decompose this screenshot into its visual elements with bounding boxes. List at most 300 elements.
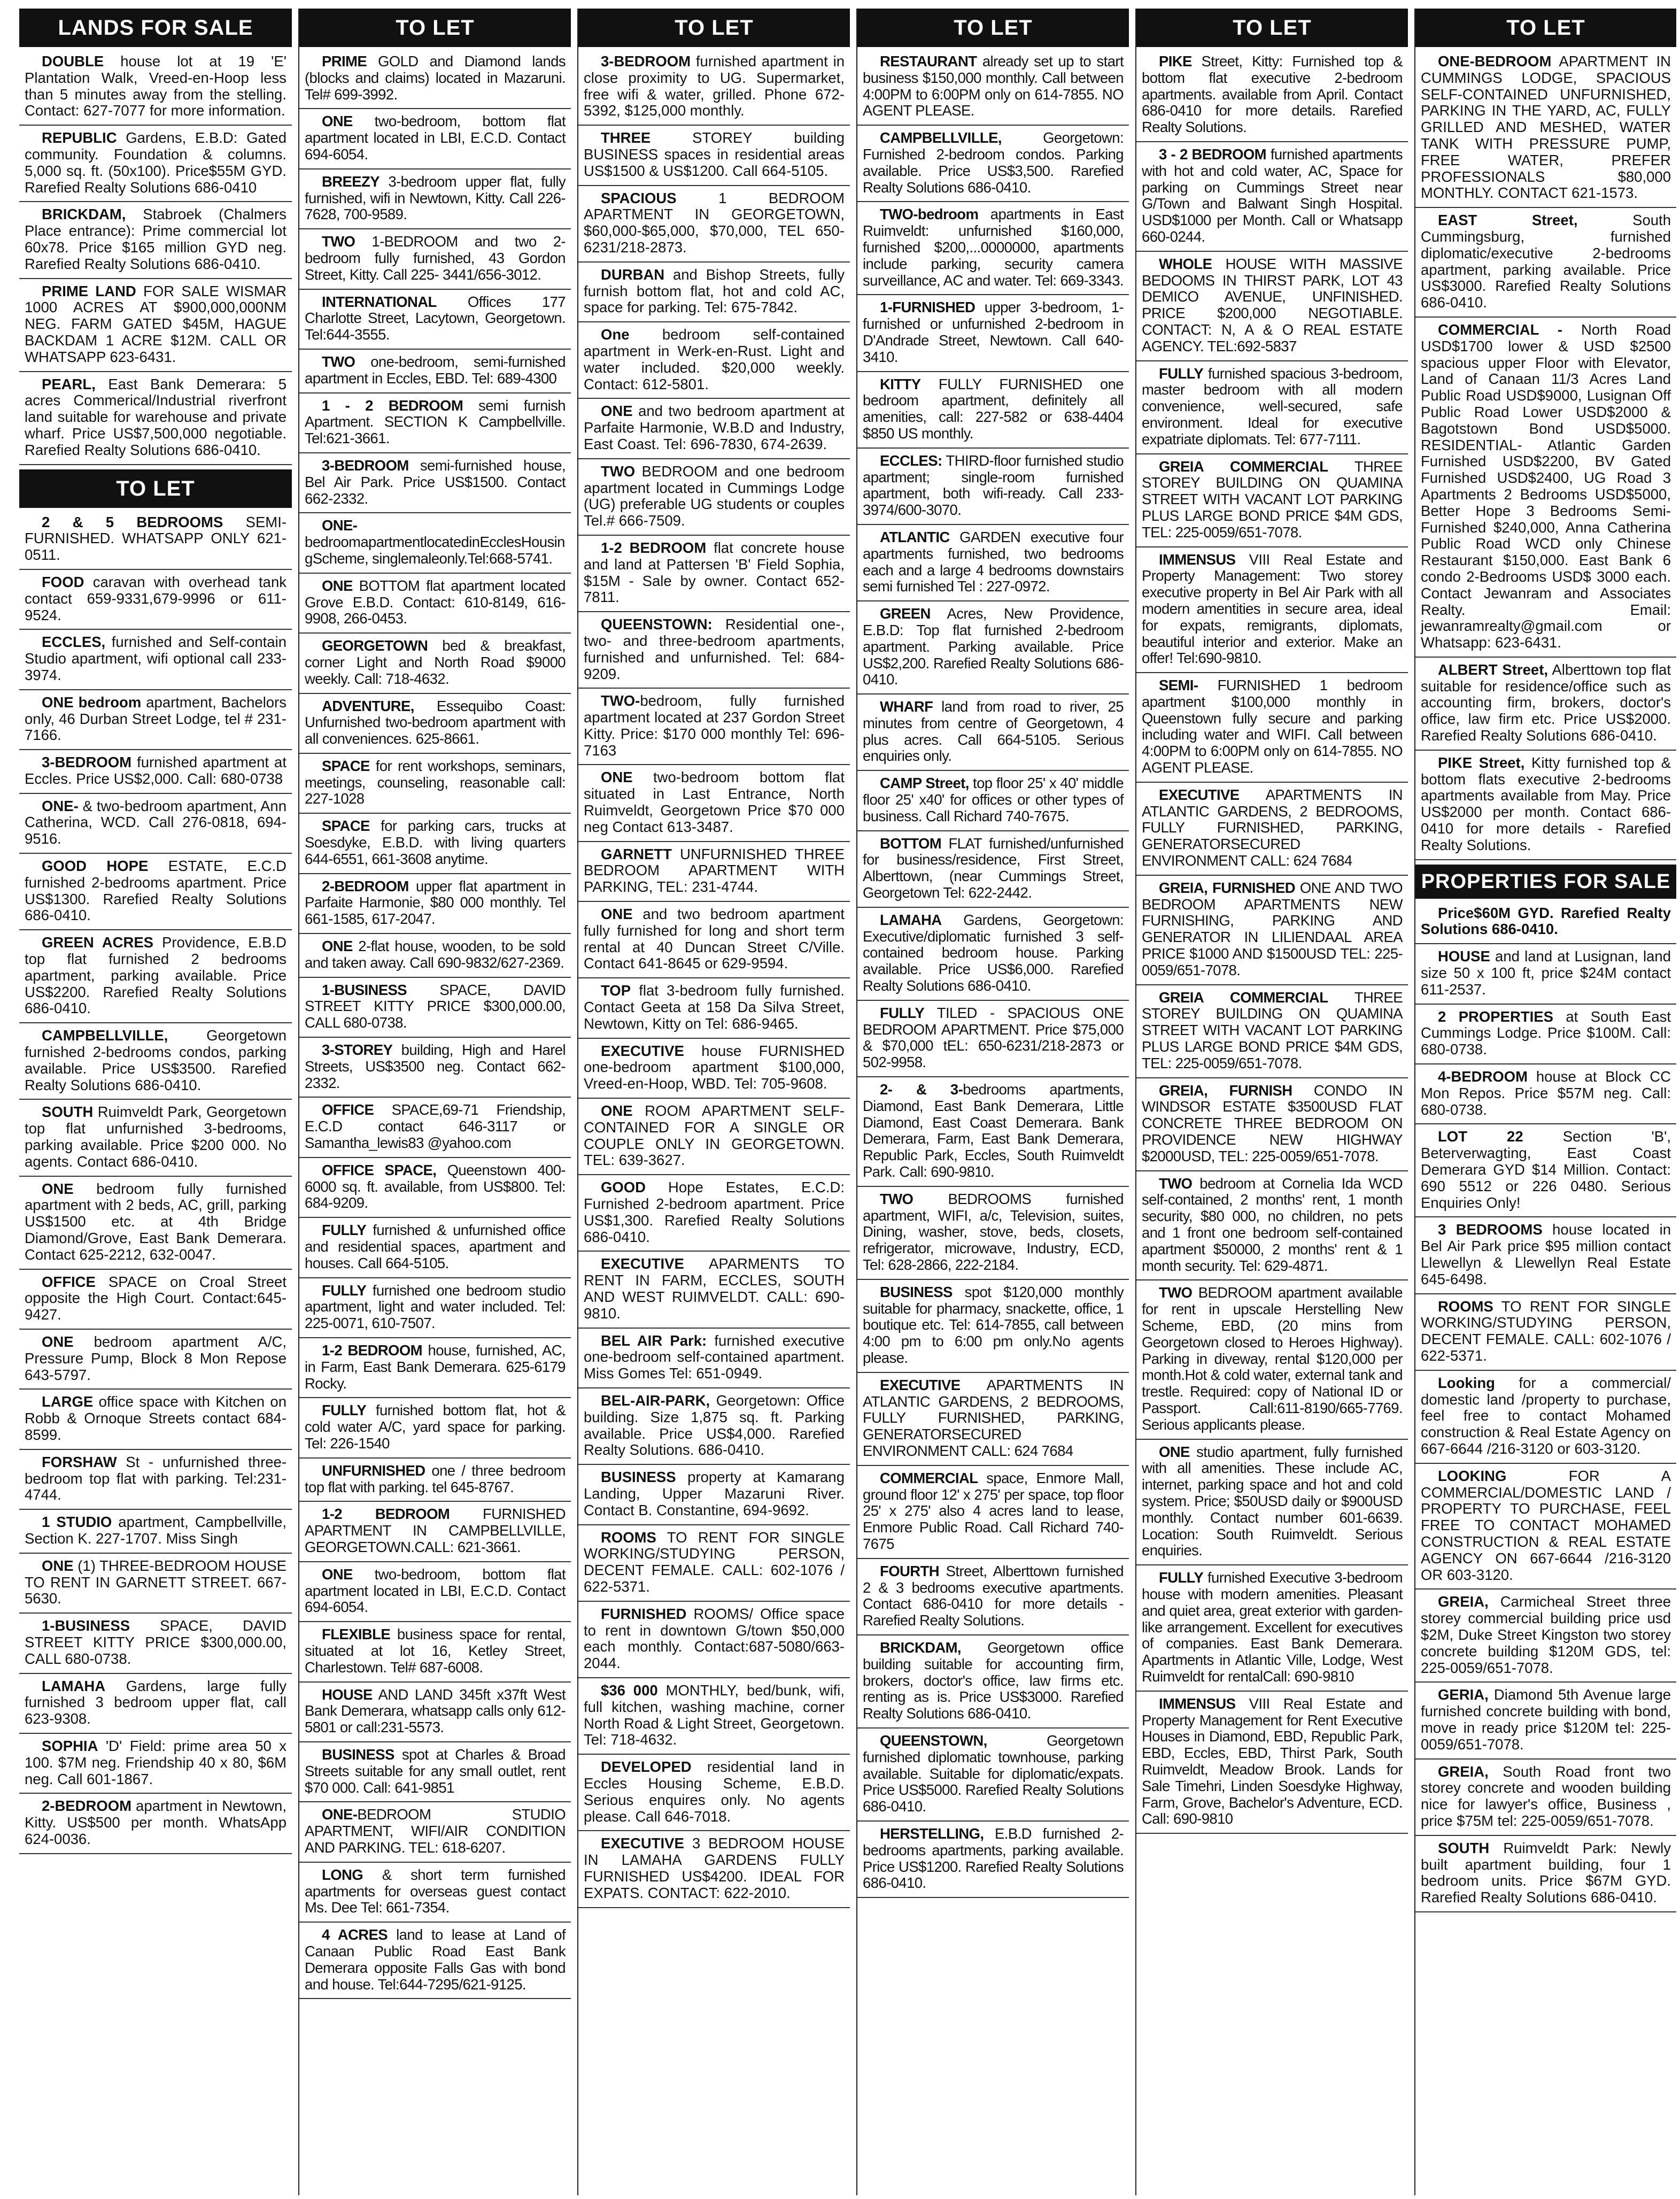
ad-body-text: one-bedroom, semi-furnished apartment in Eccles, EBD. Tel: 689-4300 <box>305 353 566 387</box>
ad-lead-word: LOOKING <box>1438 1467 1507 1484</box>
ad-lead-word: TWO <box>322 233 355 250</box>
ad-lead-word: ONE <box>601 1102 633 1120</box>
classified-ad <box>19 376 292 465</box>
ad-lead-word: PRIME LAND <box>42 282 136 299</box>
ad-lead-word: OFFICE <box>42 1273 96 1290</box>
ad-lead-word: GREEN ACRES <box>42 934 154 951</box>
ad-body-text: ESTATE, E.C.D furnished 2-bedrooms apartment. Price US$1300. Rarefied Realty Solutions 686-0410. <box>25 858 287 924</box>
ad-body-text: SPACE, DAVID STREET KITTY PRICE $300,000.00, CALL 680-0738. <box>305 981 566 1031</box>
classified-ad <box>578 464 850 536</box>
classified-ad <box>299 294 571 350</box>
classified-ad <box>19 1618 292 1673</box>
classified-ad <box>299 113 571 169</box>
ad-body-text: land from road to river, 25 minutes from centre of Georgetown, 4 plus acres. Call 664-5105. Serious enquiries only. <box>863 698 1124 765</box>
ad-lead-word: EXECUTIVE <box>1159 786 1240 803</box>
ad-body-text: bedroom at Cornelia Ida WCD self-contained, 2 months' rent, 1 month security, $80 000, no children, no pets and 1 front one bedroom self-contained apartment $50000, 2 months' rent & 1 month security. Tel: 629-4871. <box>1142 1175 1403 1274</box>
classified-ad <box>857 1284 1129 1373</box>
ad-body-text: house at Block CC Mon Repos. Price $57M neg. Call: 680-0738. <box>1421 1068 1671 1118</box>
classified-ad <box>1415 1129 1676 1217</box>
ad-lead-word: BREEZY <box>322 173 380 190</box>
classified-ad <box>19 858 292 930</box>
ad-lead-word: COMMERCIAL <box>880 1469 978 1486</box>
ad-body-text: FULLY FURNISHED one bedroom apartment, definitely all amenities, call: 227-582 or 638-4404 $850 US monthly. <box>863 375 1124 442</box>
section-heading-to-let: TO LET <box>1415 9 1676 47</box>
classified-ad <box>1415 212 1676 318</box>
ad-lead-word: 1-BUSINESS <box>322 981 407 998</box>
classified-ad <box>1415 755 1676 860</box>
ad-lead-word: BOTTOM <box>880 835 942 852</box>
ad-lead-word: CAMPBELLVILLE, <box>880 129 1002 146</box>
classified-ad <box>19 935 292 1023</box>
ad-lead-word: 2-BEDROOM <box>42 1797 132 1815</box>
classified-ad <box>857 1082 1129 1187</box>
ad-body-text: bedroom apartment A/C, Pressure Pump, Block 8 Mon Repose 643-5797. <box>25 1333 287 1383</box>
ad-lead-word: GREIA, <box>1438 1763 1489 1780</box>
ad-lead-word: GEORGETOWN <box>322 637 428 654</box>
ad-lead-word: ECCLES: <box>880 452 942 469</box>
classified-ad <box>299 578 571 634</box>
classified-ad <box>299 1506 571 1562</box>
ad-lead-word: One <box>601 326 630 343</box>
column-2 <box>298 9 571 2195</box>
classified-ad <box>19 1678 292 1734</box>
ad-lead-word: ONE <box>601 403 633 420</box>
ad-body-text: Carmicheal Street three storey commercial building price usd $2M, Duke Street Kingston two storey concrete building $120M GDS, tel: 225-0059/651-7078. <box>1421 1593 1671 1676</box>
ad-lead-word: DOUBLE <box>42 53 104 70</box>
ad-body-text: TILED - SPACIOUS ONE BEDROOM APARTMENT. Price $75,000 & $70,000 tEL: 650-6231/218-2873 or 502-9958. <box>863 1004 1124 1071</box>
classified-ad <box>1415 322 1676 658</box>
ad-body-text: FOR A COMMERCIAL/DOMESTIC LAND / PROPERTY TO PURCHASE, FEEL FREE TO CONTACT MOHAMED CONSTRUCTION & REAL ESTATE AGENCY ON 667-6644 /216-3120 OR 603-3120. <box>1421 1467 1671 1583</box>
classified-ad <box>19 1738 292 1794</box>
ad-body-text: (1) THREE-BEDROOM HOUSE TO RENT IN GARNETT STREET. 667-5630. <box>25 1557 287 1607</box>
ad-lead-word: EAST Street, <box>1438 212 1578 229</box>
classified-ad <box>578 1835 850 1908</box>
column-3 <box>577 9 850 2195</box>
classified-ad <box>578 906 850 978</box>
ad-lead-word: REPUBLIC <box>42 129 117 146</box>
ad-lead-word: GOOD <box>601 1179 646 1196</box>
ad-lead-word: BRICKDAM, <box>42 206 126 223</box>
ad-lead-word: QUEENSTOWN: <box>601 616 713 633</box>
ad-lead-word: 1 - 2 BEDROOM <box>322 397 463 414</box>
classified-ad <box>1415 1299 1676 1371</box>
classified-ad <box>857 1563 1129 1635</box>
classified-ad <box>299 1927 571 1999</box>
classified-ad <box>1415 1009 1676 1064</box>
ad-body-text: MONTHLY, bed/bunk, wifi, full kitchen, washing machine, corner North Road & Light Street, Georgetown. Tel: 718-4632. <box>584 1681 845 1748</box>
classified-ad <box>578 53 850 126</box>
ad-body-text: apartment, Campbellville, Section K. 227-1707. Miss Singh <box>25 1514 287 1547</box>
classified-ad <box>857 376 1129 449</box>
ad-lead-word: TWO- <box>601 692 640 709</box>
ad-lead-word: PEARL, <box>42 375 96 392</box>
ad-body-text: BOTTOM flat apartment located Grove E.B.D. Contact: 610-8149, 616-9908, 266-0453. <box>305 577 566 627</box>
ad-body-text: bedroom fully furnished apartment with 2 beds, AC, grill, parking US$1500 etc. at 4th Bridge Diamond/Grove, East Bank Demerara. Contact 625-2212, 632-0047. <box>25 1180 287 1263</box>
ad-lead-word: ONE- <box>322 517 358 534</box>
ad-lead-word: OFFICE SPACE, <box>322 1161 437 1178</box>
classified-ad <box>578 267 850 322</box>
ad-body-text: 1-BEDROOM and two 2-bedroom fully furnished, 43 Gordon Street, Kitty. Call 225- 3441/656-3012. <box>305 233 566 283</box>
ad-body-text: Georgetown furnished diplomatic townhouse, parking available. Suitable for diplomatic/expats. Price US$5000. Rarefied Realty Solutions 686-0410. <box>863 1732 1124 1815</box>
classified-ad <box>1136 256 1408 361</box>
ad-body-text: furnished apartment at Eccles. Price US$2,000. Call: 680-0738 <box>25 754 287 787</box>
ad-lead-word: 1-2 BEDROOM <box>601 539 707 556</box>
section-heading-to-let: TO LET <box>857 9 1129 47</box>
ad-body-text: furnished one bedroom studio apartment, light and water included. Tel: 225-0071, 610-7507. <box>305 1282 566 1332</box>
ad-body-text: APARTMENT IN CUMMINGS LODGE, SPACIOUS SELF-CONTAINED UNFURNISHED, PARKING IN THE YARD, AC, FULLY GRILLED AND MESHED, WATER TANK WITH PRESSURE PUMP, FREE WATER, PREFER PROFESSIONALS $80,000 MONTHLY. CONTACT 621-1573. <box>1421 53 1671 202</box>
ad-body-text: UNFURNISHED THREE BEDROOM APARTMENT WITH PARKING, TEL: 231-4744. <box>584 845 845 896</box>
classified-ad <box>578 327 850 399</box>
ad-lead-word: BUSINESS <box>880 1283 953 1300</box>
classified-ad <box>857 775 1129 831</box>
ad-lead-word: ONE <box>42 1557 74 1574</box>
ad-body-text: STOREY building BUSINESS spaces in residential areas US$1500 & US$1200. Call 664-5105. <box>584 129 845 179</box>
ad-body-text: and land at Lusignan, land size 50 x 100 ft, price $24M contact 611-2537. <box>1421 948 1671 998</box>
ad-body-text: already set up to start business $150,000 monthly. Call between 4:00PM to 6:00PM only on 614-7855. NO AGENT PLEASE. <box>863 53 1124 119</box>
ad-body-text: bed & breakfast, corner Light and North Road $9000 weekly. Call: 718-4632. <box>305 637 566 687</box>
ad-body-text: SPACE on Croal Street opposite the High Court. Contact:645-9427. <box>25 1273 287 1323</box>
ad-body-text: at South East Cummings Lodge. Price $100M. Call: 680-0738. <box>1421 1008 1671 1058</box>
classified-ad <box>19 695 292 750</box>
classified-ad <box>299 758 571 814</box>
classified-ad <box>19 798 292 854</box>
ad-lead-word: GARNETT <box>601 845 672 862</box>
ad-body-text: Alberttown top flat suitable for residence/office such as accounting firm, brokers, doctor's office, law firm etc. Price US$2000. Rarefied Realty Solutions 686-0410. <box>1421 661 1671 744</box>
ad-body-text: for rent workshops, seminars, meetings, counseling, reasonable call: 227-1028 <box>305 757 566 807</box>
classified-ad <box>578 1179 850 1252</box>
classified-ad <box>299 1626 571 1682</box>
ad-body-text: ROOMS/ Office space to rent in downtown G/town $50,000 each monthly. Contact:687-5080/663-2044. <box>584 1605 845 1672</box>
ad-lead-word: ALBERT Street, <box>1438 661 1548 678</box>
ad-lead-word: 1-BUSINESS <box>42 1617 130 1634</box>
classified-ad <box>578 403 850 459</box>
ad-lead-word: ONE <box>322 1565 353 1583</box>
ad-lead-word: BEL AIR Park: <box>601 1332 707 1349</box>
classified-ad <box>1415 948 1676 1004</box>
ad-lead-word: DEVELOPED <box>601 1758 692 1776</box>
section-heading-lands-for-sale: LANDS FOR SALE <box>19 9 292 47</box>
ad-body-text: furnished and Self-contain Studio apartment, wifi optional call 233-3974. <box>25 634 287 683</box>
ad-lead-word: ADVENTURE, <box>322 697 414 714</box>
ad-body-text: VIII Real Estate and Property Management: Two storey executive property in Bel Air Park with all modern amentities in secure area, ideal for expats, remigrants, diplomats, beautiful interior and exterior. Make an offer! Tel:690-9810. <box>1142 551 1403 667</box>
ad-lead-word: HOUSE <box>1438 948 1490 965</box>
ad-body-text: Street, Alberttown furnished 2 & 3 bedrooms executive apartments. Contact 686-0410 for more details - Rarefied Realty Solutions. <box>863 1562 1124 1629</box>
classified-ad <box>19 1514 292 1554</box>
classified-ad <box>857 453 1129 525</box>
ad-body-text: BEDROOM STUDIO APARTMENT, WIFI/AIR CONDITION AND PARKING. TEL: 618-6207. <box>305 1806 566 1856</box>
ad-body-text: HOUSE WITH MASSIVE BEDOOMS IN THIRST PARK, LOT 43 DEMICO AVENUE, UNFINISHED. PRICE $200,000 NEGOTIABLE. CONTACT: N, A & O REAL ESTATE AGENCY. TEL:692-5837 <box>1142 255 1403 354</box>
classified-ad <box>1415 1764 1676 1836</box>
column-6 <box>1414 9 1676 2195</box>
ad-lead-word: IMMENSUS <box>1159 551 1236 568</box>
ad-body-text: top floor 25' x 40' middle floor 25' x40' for offices or other types of business. Call Richard 740-7675. <box>863 775 1124 824</box>
ad-lead-word: LONG <box>322 1866 363 1883</box>
ad-lead-word: ONE <box>1159 1443 1190 1460</box>
classified-ad <box>857 1640 1129 1729</box>
section-heading-properties-for-sale: PROPERTIES FOR SALE <box>1415 865 1676 899</box>
classified-ad <box>1136 552 1408 674</box>
ad-body-text: studio apartment, fully furnished with all amenities. These include AC, internet, parking space and hot and cold system. Price; $50USD daily or $900USD monthly. Contact number 601-6639. Location: South Ruimveldt. Serious enquiries. <box>1142 1443 1403 1559</box>
ad-lead-word: BUSINESS <box>322 1746 394 1763</box>
classified-ad <box>578 1759 850 1831</box>
classified-ad <box>578 1256 850 1328</box>
ad-body-text: AND LAND 345ft x37ft West Bank Demerara, whatsapp calls only 612-5801 or call:231-5573. <box>305 1686 566 1736</box>
classified-ad <box>19 574 292 630</box>
ad-lead-word: THREE <box>601 129 651 146</box>
classified-ad <box>1415 1375 1676 1464</box>
ad-body-text: Stabroek (Chalmers Place entrance): Prime commercial lot 60x78. Price $165 million GYD neg. Rarefied Realty Solutions 686-0410. <box>25 206 287 272</box>
ad-lead-word: SOUTH <box>42 1104 94 1121</box>
ad-lead-word: EXECUTIVE <box>880 1376 961 1393</box>
ad-lead-word: DURBAN <box>601 266 665 283</box>
ad-lead-word: EXECUTIVE <box>601 1255 684 1272</box>
classified-ad <box>299 458 571 513</box>
ad-lead-word: ONE <box>322 113 353 130</box>
classified-ad <box>857 206 1129 295</box>
classified-ad <box>857 1191 1129 1280</box>
classified-ad <box>1415 1468 1676 1590</box>
classified-ad <box>1136 677 1408 783</box>
classified-ad <box>299 878 571 934</box>
ad-lead-word: GOOD HOPE <box>42 858 149 875</box>
classified-ad <box>19 1181 292 1270</box>
ad-lead-word: ONE <box>42 1333 74 1350</box>
ad-lead-word: Looking <box>1438 1374 1495 1391</box>
ad-body-text: 2-flat house, wooden, to be sold and taken away. Call 690-9832/627-2369. <box>305 938 566 971</box>
classified-ad <box>19 1104 292 1176</box>
classified-ad <box>1136 146 1408 252</box>
ad-lead-word: TWO <box>322 353 355 370</box>
classified-ad <box>1415 905 1676 945</box>
classified-ad <box>578 1043 850 1099</box>
ad-body-text: SPACE,69-71 Friendship, E.C.D contact 646-3117 or Samantha_lewis83 @yahoo.com <box>305 1101 566 1152</box>
ad-lead-word: FLEXIBLE <box>322 1626 391 1643</box>
ad-body-text: FOR SALE WISMAR 1000 ACRES AT $900,000,000NM NEG. FARM GATED $45M, HAGUE BACKDAM 1 ACRE $12M. CALL OR WHATSAPP 623-6431. <box>25 282 287 365</box>
ad-lead-word: GREIA, FURNISH <box>1159 1082 1292 1099</box>
ad-body-text: bedroomapartmentlocatedinEcclesHousingScheme, singlemaleonly.Tel:668-5741. <box>305 534 565 567</box>
ad-body-text: furnished bottom flat, hot & cold water A/C, yard space for parking. Tel: 226-1540 <box>305 1402 566 1452</box>
ad-body-text: for parking cars, trucks at Soesdyke, E.B.D. with living quarters 644-6551, 661-3608 anytime. <box>305 817 566 867</box>
ad-body-text: house, furnished, AC, in Farm, East Bank Demerara. 625-6179 Rocky. <box>305 1342 566 1392</box>
classified-ad <box>19 283 292 372</box>
ad-lead-word: ONE-BEDROOM <box>1438 53 1552 70</box>
ad-body-text: TO RENT FOR SINGLE WORKING/STUDYING PERSON, DECENT FEMALE. CALL: 602-1076 / 622-5371. <box>584 1529 845 1595</box>
ad-body-text: THIRD-floor furnished studio apartment; single-room furnished apartment, both wifi-ready. Call 233-3974/600-3070. <box>863 452 1124 519</box>
ad-body-text: apartments in East Ruimveldt: unfurnished $160,000, furnished $200,...0000000, apartments include parking, security camera surveillance, AC and water. Tel: 669-3343. <box>863 206 1124 289</box>
ad-body-text: Section 'B', Beterverwagting, East Coast Demerara GYD $14 Million. Contact: 690 5512 or 226 0480. Serious Enquiries Only! <box>1421 1128 1671 1211</box>
classified-ad <box>19 1394 292 1449</box>
ad-lead-word: GREEN <box>880 605 931 622</box>
ad-lead-word: PIKE Street, <box>1438 754 1525 771</box>
ad-body-text: FURNISHED 1 bedroom apartment $100,000 monthly in Queenstown fully secure and parking including water and WIFI. Call between 4:00PM to 6:00PM only on 614-7855. NO AGENT PLEASE. <box>1142 677 1403 776</box>
classified-ad <box>19 1274 292 1330</box>
ad-lead-word: Price$60M GYD. Rarefied Realty Solutions 686-0410. <box>1421 904 1671 938</box>
ad-body-text: Hope Estates, E.C.D: Furnished 2-bedroom apartment. Price US$1,300. Rarefied Realty Solutions 686-0410. <box>584 1179 845 1245</box>
classified-ad <box>578 616 850 689</box>
classified-ad <box>1415 662 1676 751</box>
classified-ad <box>857 299 1129 372</box>
ad-body-text: apartment, Bachelors only, 46 Durban Street Lodge, tel # 231-7166. <box>25 693 287 744</box>
ad-lead-word: LARGE <box>42 1393 94 1410</box>
ad-body-text: two-bedroom, bottom flat apartment located in LBI, E.C.D. Contact 694-6054. <box>305 1565 566 1616</box>
ad-body-text: spot $120,000 monthly suitable for pharmacy, snackette, office, 1 boutique etc. Tel: 614-7855, call between 4:00 pm to 6:00 pm only.No agents please. <box>863 1283 1124 1366</box>
ad-lead-word: ONE- <box>42 797 79 814</box>
ad-lead-word: GREIA COMMERCIAL <box>1159 989 1328 1006</box>
classified-ad <box>299 638 571 693</box>
classified-ad <box>19 1454 292 1510</box>
ad-lead-word: HOUSE <box>322 1686 373 1703</box>
classified-ad <box>299 1687 571 1742</box>
ad-lead-word: FULLY <box>322 1402 367 1419</box>
ad-body-text: two-bedroom, bottom flat apartment located in LBI, E.C.D. Contact 694-6054. <box>305 113 566 163</box>
classified-ad <box>19 53 292 126</box>
classified-ad <box>578 1469 850 1525</box>
classified-ad <box>857 1377 1129 1466</box>
ad-lead-word: LAMAHA <box>880 911 942 928</box>
ad-body-text: house lot at 19 'E' Plantation Walk, Vreed-en-Hoop less than 5 minutes away from the stelling. Contact: 627-7077 for more information. <box>25 53 287 119</box>
ad-body-text: 3 BEDROOM HOUSE IN LAMAHA GARDENS FULLY FURNISHED US$4200. IDEAL FOR EXPATS. CONTACT: 622-2010. <box>584 1835 845 1901</box>
ad-body-text: furnished executive one-bedroom self-contained apartment. Miss Gomes Tel: 651-0949. <box>584 1332 845 1382</box>
ad-body-text: South Cummingsburg, furnished diplomatic/executive 2-bedrooms apartment, parking available. Price US$3000. Rarefied Realty Solutions 686-0410. <box>1421 212 1671 311</box>
ad-lead-word: FORSHAW <box>42 1453 117 1470</box>
ad-body-text: SEMI-FURNISHED. WHATSAPP ONLY 621-0511. <box>25 513 287 564</box>
ad-body-text: flat 3-bedroom fully furnished. Contact Geeta at 158 Da Silva Street, Newtown, Kitty on Tel: 686-9465. <box>584 982 845 1032</box>
ad-body-text: TO RENT FOR SINGLE WORKING/STUDYING PERSON, DECENT FEMALE. CALL: 602-1076 / 622-5371. <box>1421 1298 1671 1364</box>
ad-lead-word: ROOMS <box>1438 1298 1493 1315</box>
ad-lead-word: 3-BEDROOM <box>322 457 409 474</box>
ad-body-text: and two bedroom apartment fully furnished for long and short term rental at 40 Duncan Street C/Ville. Contact 641-8645 or 629-9594. <box>584 906 845 972</box>
ad-lead-word: 2-BEDROOM <box>322 877 409 894</box>
ad-body-text: St - unfurnished three-bedroom top flat with parking. Tel:231-4744. <box>25 1453 287 1503</box>
ad-body-text: Gardens, Georgetown: Executive/diplomatic furnished 3 self-contained bedroom house. Parking available. Price US$6,000. Rarefied Realty Solutions 686-0410. <box>863 911 1124 994</box>
ad-body-text: Kitty furnished top & bottom flats executive 2-bedrooms apartments available from May. Price US$2000 per month. Contact 686-0410 for more details - Rarefied Realty Solutions. <box>1421 754 1671 853</box>
classified-ad <box>299 354 571 393</box>
ad-body-text: semi furnish Apartment. SECTION K Campbellville. Tel:621-3661. <box>305 397 566 447</box>
classified-ad <box>857 529 1129 601</box>
column-5 <box>1135 9 1408 2195</box>
ad-body-text: Street, Kitty: Furnished top & bottom flat executive 2-bedroom apartments. available from April. Contact 686-0410 for more details. Rarefied Realty Solutions. <box>1142 53 1403 136</box>
ad-lead-word: SOUTH <box>1438 1839 1490 1856</box>
ad-lead-word: 1-2 BEDROOM <box>322 1342 422 1359</box>
ad-lead-word: RESTAURANT <box>880 53 977 70</box>
classified-ad <box>299 234 571 289</box>
column-4 <box>856 9 1129 2195</box>
ad-lead-word: PIKE <box>1159 53 1192 70</box>
ad-lead-word: FOOD <box>42 573 84 590</box>
ad-lead-word: SPACE <box>322 817 370 835</box>
ad-lead-word: OFFICE <box>322 1101 374 1118</box>
ad-lead-word: COMMERCIAL - <box>1438 321 1563 338</box>
classified-ad <box>857 130 1129 202</box>
classified-ad <box>19 1028 292 1100</box>
ad-body-text: APARMENTS TO RENT IN FARM, ECCLES, SOUTH AND WEST RUIMVELDT. CALL: 690-9810. <box>584 1255 845 1322</box>
ad-body-text: South Road front two storey concrete and wooden building nice for lawyer's office, Business , price $75M tel: 225-0059/651-7078. <box>1421 1763 1671 1829</box>
section-heading-to-let: TO LET <box>19 469 292 508</box>
ad-lead-word: QUEENSTOWN, <box>880 1732 987 1749</box>
classified-ad <box>578 1683 850 1755</box>
classified-ad <box>578 693 850 765</box>
classified-ad <box>1136 787 1408 876</box>
ad-body-text: one / three bedroom top flat with parking. tel 645-8767. <box>305 1462 566 1495</box>
ad-lead-word: ONE bedroom <box>42 693 142 711</box>
ad-body-text: bedroom self-contained apartment in Werk-en-Rust. Light and water included. $20,000 weekly. Contact: 612-5801. <box>584 326 845 392</box>
ad-body-text: furnished & unfurnished office and residential spaces, apartment and houses. Call 664-5105. <box>305 1222 566 1271</box>
ad-lead-word: 2 & 5 BEDROOMS <box>42 513 223 530</box>
ad-body-text: ROOM APARTMENT SELF-CONTAINED FOR A SINGLE OR COUPLE ONLY IN GEORGETOWN. TEL: 639-3627. <box>584 1102 845 1169</box>
column-1 <box>19 9 292 2195</box>
ad-body-text: 'D' Field: prime area 50 x 100. $7M neg. Friendship 40 x 80, $6M neg. Call 601-1867. <box>25 1737 287 1787</box>
ad-body-text: Ruimveldt Park, Georgetown top flat unfurnished 3-bedrooms, parking available. Price $200 000. No agents. Contact 686-0410. <box>25 1104 287 1170</box>
ad-lead-word: KITTY <box>880 375 921 392</box>
ad-body-text: upper 3-bedroom, 1-furnished or unfurnished 2-bedroom in D'Andrade Street, Newtown. Call 640-3410. <box>863 299 1124 365</box>
ad-body-text: Ruimveldt Park: Newly built apartment building, four 1 bedroom units. Price $67M GYD. Rarefied Realty Solutions 686-0410. <box>1421 1839 1671 1906</box>
classified-ad <box>578 1606 850 1678</box>
classified-ad <box>1136 53 1408 142</box>
classified-ad <box>1136 880 1408 985</box>
classified-ad <box>857 606 1129 695</box>
ad-body-text: ONE AND TWO BEDROOM APARTMENTS NEW FURNISHING, PARKING AND GENERATOR IN LILIENDAAL AREA PRICE $1000 AND $1500USD TEL: 225-0059/651-7078. <box>1142 879 1403 978</box>
ad-body-text: house located in Bel Air Park price $95 million contact Llewellyn & Llewellyn Real Estate 645-6498. <box>1421 1221 1671 1287</box>
classified-ad <box>578 769 850 842</box>
ad-body-text: East Bank Demerara: 5 acres Commerical/Industrial riverfront land suitable for warehouse and private wharf. Price US$7,500,000 negotiable. Rarefied Realty Solutions 686-0410. <box>25 375 287 458</box>
classified-ad <box>299 1747 571 1802</box>
ad-body-text: building, High and Harel Streets, US$3500 neg. Contact 662-2332. <box>305 1041 566 1091</box>
classified-ad <box>299 1162 571 1218</box>
ad-body-text: Georgetown office building suitable for accounting firm, brokers, doctor's office, law firms etc. renting as is. Price US$3000. Rarefied Realty Solutions 686-0410. <box>863 1639 1124 1722</box>
ad-lead-word: FULLY <box>322 1282 367 1299</box>
classified-ad <box>19 1334 292 1390</box>
classified-ad <box>578 1530 850 1602</box>
ad-body-text: Residential one-, two- and three-bedroom apartments, furnished and unfurnished. Tel: 684-9209. <box>584 616 845 682</box>
ad-body-text: furnished apartments with hot and cold water, AC, Space for parking on Cummings Street near G/Town and Balwant Singh Hospital. USD$1000 per Month. Call or Whatsapp 660-0244. <box>1142 145 1403 245</box>
ad-body-text: 1 BEDROOM APARTMENT IN GEORGETOWN, $60,000-$65,000, $70,000, TEL 650-6231/218-2873. <box>584 189 845 256</box>
ad-lead-word: FULLY <box>322 1222 367 1239</box>
ad-lead-word: SPACIOUS <box>601 189 677 206</box>
ad-body-text: house FURNISHED one-bedroom apartment $100,000, Vreed-en-Hoop, WBD. Tel: 705-9608. <box>584 1042 845 1092</box>
classified-ad <box>578 1333 850 1388</box>
ad-body-text: THREE STOREY BUILDING ON QUAMINA STREET WITH VACANT LOT PARKING PLUS LARGE BOND PRICE $4M GDS, TEL: 225-0059/651-7078. <box>1142 989 1403 1071</box>
ad-body-text: Providence, E.B.D top flat furnished 2 bedrooms apartment, parking available. Price US$2200. Rarefied Realty Solutions 686-0410. <box>25 934 287 1017</box>
ad-lead-word: TWO <box>1159 1175 1193 1192</box>
section-heading-to-let: TO LET <box>578 9 850 47</box>
classified-ad <box>19 1558 292 1614</box>
ad-body-text: BEDROOM and one bedroom apartment located in Cummings Lodge (UG) preferable UG students or couples Tel.# 666-7509. <box>584 462 845 529</box>
ad-body-text: BEDROOMS furnished apartment, WIFI, a/c, Television, suites, Dining, washer, stove, beds, closets, refrigerator, microwave, Industry, ECD, Tel: 628-2866, 222-2184. <box>863 1190 1124 1273</box>
classified-ad <box>299 1283 571 1338</box>
classified-ad <box>578 846 850 902</box>
ad-body-text: bedroom, fully furnished apartment located at 237 Gordon Street Kitty. Price: $170 000 monthly Tel: 696-7163 <box>584 692 845 759</box>
classified-ad <box>19 754 292 794</box>
ad-lead-word: GREIA, <box>1438 1593 1489 1610</box>
ad-lead-word: TWO <box>1159 1284 1193 1301</box>
ad-lead-word: CAMP Street, <box>880 775 969 792</box>
ad-lead-word: $36 000 <box>601 1681 658 1699</box>
classified-ad <box>299 1222 571 1278</box>
ad-body-text: Queenstown 400-6000 sq. ft. available, from US$800. Tel: 684-9209. <box>305 1161 566 1212</box>
ad-body-text: residential land in Eccles Housing Scheme, E.B.D. Serious enquires only. No agents please. Call 646-7018. <box>584 1758 845 1825</box>
ad-body-text: furnished apartment in close proximity to UG. Supermarket, free wifi & water, grilled. Phone 672-5392, $125,000 monthly. <box>584 53 845 119</box>
ad-lead-word: ONE- <box>322 1806 358 1823</box>
classified-ad <box>578 190 850 263</box>
ad-body-text: upper flat apartment in Parfaite Harmonie, $80 000 monthly. Tel 661-1585, 617-2047. <box>305 877 566 928</box>
classified-ad <box>299 1463 571 1502</box>
ad-lead-word: GERIA, <box>1438 1686 1489 1703</box>
ad-lead-word: SOPHIA <box>42 1737 98 1754</box>
ad-lead-word: FURNISHED <box>601 1605 687 1622</box>
classified-ad <box>578 540 850 612</box>
ad-lead-word: 4 ACRES <box>322 1926 388 1943</box>
classified-ad <box>19 1798 292 1854</box>
